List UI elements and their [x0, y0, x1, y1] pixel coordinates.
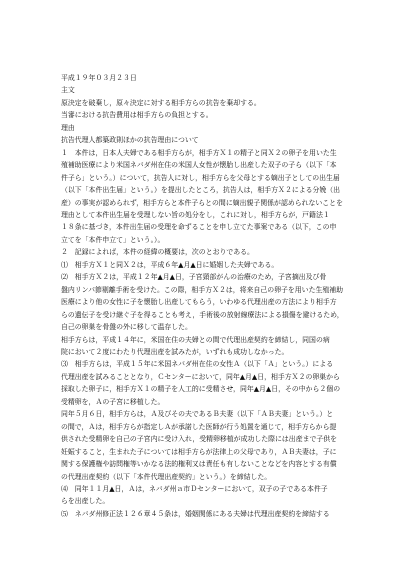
body-line: ⑵ 相手方Ｘ２は，平成１２年▲月▲日，子宮頸部がんの治療のため，子宮摘出及び骨 [61, 273, 327, 282]
body-line: 理由として本件出生届を受理しない旨の処分をし，これに対し，相手方らが，戸籍法１ [61, 210, 330, 219]
body-line: 自己の卵巣を骨盤の外に移して温存した。 [61, 323, 192, 332]
body-line: 代理出産を試みることとなり，Ｃセンターにおいて，同年▲月▲日，相手方Ｘ２の卵巣から [61, 372, 340, 381]
body-line: 院において２度にわたり代理出産を試みたが，いずれも成功しなかった。 [61, 347, 289, 356]
decision-date: 平成１９年０３月２３日 [61, 74, 137, 82]
body-line: 立てを「本件申立て」という。）。 [61, 235, 165, 244]
body-line: 産）の事実が認められず，相手方らと本件子らとの間に嫡出親子関係が認められないことを [61, 198, 343, 207]
body-line: らを出産した。 [61, 497, 110, 506]
main-text-heading: 主文 [61, 86, 75, 95]
body-line: の間で，Ａは，相手方らが指定しＡが承諾した医師が行う処置を通じて，相手方らから提 [61, 422, 337, 431]
body-line: ２ 記録によれば，本件の経緯の概要は，次のとおりである。 [61, 248, 254, 257]
body-line: 受精卵を，Ａの子宮に移植した。 [61, 397, 165, 406]
body-line: ⑷ 同年１１月▲日，Ａは，ネバダ州ａ市Ｄセンターにおいて，双子の子である本件子 [61, 484, 328, 493]
body-line: の代理出産契約（以下「本件代理出産契約」という。）を締結した。 [61, 472, 272, 481]
main-text-line: 原決定を破棄し，原々決定に対する相手方らの抗告を棄却する。 [61, 98, 261, 107]
body-line: らの遺伝子を受け継ぐ子を得ることも考え，手術後の放射線療法による損傷を避けるため， [61, 310, 344, 319]
body-line: 同年５月６日，相手方らは，Ａ及びその夫であるＢ夫妻（以下「ＡＢ夫妻」という。）と [61, 410, 334, 419]
body-line: 件子ら」という。）について，抗告人に対し，相手方らを父母とする嫡出子としての出生届 [61, 173, 340, 182]
body-line: １８条に基づき，本件出生届の受理を命ずることを申し立てた事案である（以下，この申 [61, 223, 337, 232]
body-line: 関する保護権や訪問権等いかなる法的権利又は責任も有しないことなどを内容とする有償 [61, 460, 337, 469]
body-line: 殖補助医療により米国ネバダ州在住の米国人女性が懐胎し出産した双子の子ら（以下「本 [61, 161, 337, 170]
main-text-line: 当審における抗告費用は相手方らの負担とする。 [61, 111, 213, 120]
body-line: 盤内リンパ節剔離手術を受けた。この際，相手方Ｘ２は，将来自己の卵子を用いた生殖補助 [61, 285, 344, 294]
reasons-heading: 理由 [61, 123, 75, 132]
body-line: （以下「本件出生届」という。）を提出したところ，抗告人は，相手方Ｘ２による分娩（出 [61, 186, 341, 195]
body-line: ⑸ ネバダ州修正法１２６章４５条は，婚姻関係にある夫婦は代理出産契約を締結する [61, 509, 330, 518]
body-line: 相手方らは，平成１４年に，米国在住の夫婦との間で代理出産契約を締結し，同国の病 [61, 335, 330, 344]
body-line: 抗告代理人都築政則ほかの抗告理由について [61, 136, 199, 145]
body-line: ⑴ 相手方Ｘ１と同Ｘ２は，平成６年▲月▲日に婚姻した夫婦である。 [61, 260, 279, 269]
body-line: 医療により他の女性に子を懐胎し出産してもらう，いわゆる代理出産の方法により相手方 [61, 298, 337, 307]
body-line: ⑶ 相手方らは，平成１５年に米国ネバダ州在住の女性Ａ（以下「Ａ」という。）による [61, 360, 334, 369]
body-line: 妊娠すること，生まれた子については相手方らが法律上の父母であり，ＡＢ夫妻は，子に [61, 447, 337, 456]
body-line: 採取した卵子に，相手方Ｘ１の精子を人工的に受精させ，同年▲月▲日，その中から２個の [61, 385, 341, 394]
body-line: 供された受精卵を自己の子宮内に受け入れ，受精卵移植が成功した際には出産まで子供を [61, 435, 338, 444]
body-line: １ 本件は，日本人夫婦である相手方らが，相手方Ｘ１の精子と同Ｘ２の卵子を用いた生 [61, 148, 337, 157]
